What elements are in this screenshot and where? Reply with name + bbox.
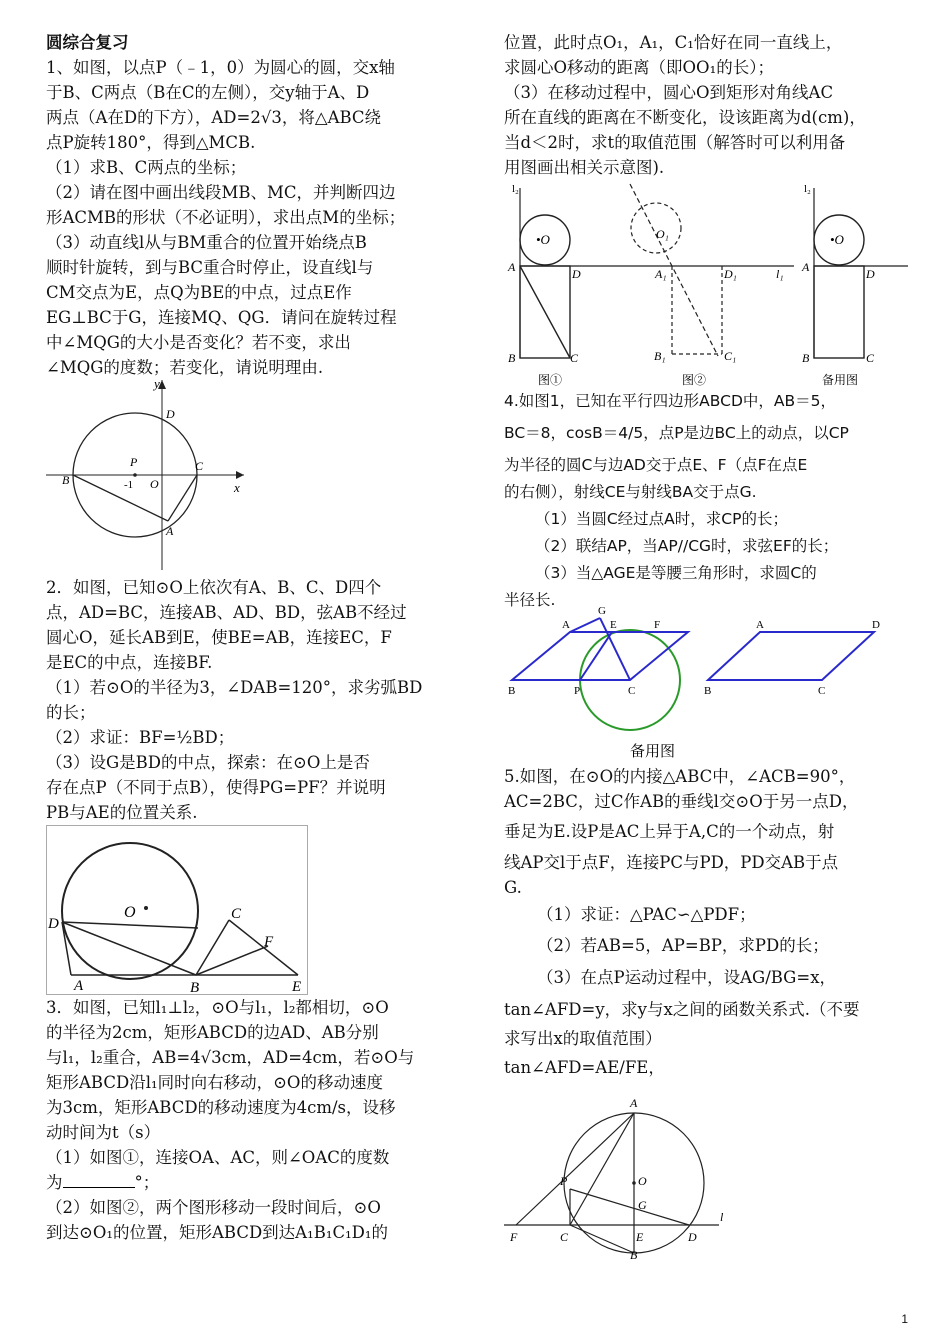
fig1-label-A: A [166,524,174,538]
fig2-label-C: C [231,906,242,922]
page-number: 1 [901,1312,908,1326]
fig4-spare-label-B: B [704,685,712,697]
p3-q1-suffix: °； [134,1173,160,1192]
fig3-label-l1: l₁ [776,267,784,281]
p4-line: （3）当△AGE是等腰三角形时，求圆C的 [535,564,817,582]
p3-line: 的半径为2cm，矩形ABCD的边AD、AB分别 [46,1023,379,1042]
p2-line: 是EC的中点，连接BF. [46,653,213,672]
left-column [46,30,448,1245]
p4-line: 4.如图1，已知在平行四边形ABCD中，AB＝5， [504,392,836,410]
p3-line: 用图画出相关示意图). [504,158,665,177]
problem-5 [504,764,908,1260]
p4-line: 为半径的圆C与边AD交于点E、F（点F在点E [504,456,808,474]
p3-line: 位置，此时点O₁，A₁，C₁恰好在同一直线上， [504,33,843,52]
p1-line: 点P旋转180°，得到△MCB. [46,133,256,152]
problem-3-continued [504,30,908,388]
p3-line: 所在直线的距离在不断变化，设该距离为d(cm)， [504,108,866,127]
p1-line: 中∠MQG的大小是否变化？若不变，求出 [46,333,351,352]
fig3-spare-label-D: D [866,267,875,281]
fig1-label-D: D [166,407,175,421]
fig3-spare-label-C: C [866,351,875,365]
p1-figure [46,376,448,575]
problem-4 [504,388,908,764]
p3-line: 动时间为t（s） [46,1123,161,1142]
p1-line: ∠MQG的度数；若变化，请说明理由. [46,358,324,377]
fig3-spare-label-A: A [802,260,810,274]
p4-line: 的右侧），射线CE与射线BA交于点G. [504,483,757,501]
p1-line: EG⊥BC于G，连接MQ、QG．请问在旋转过程 [46,308,397,327]
p5-line: G. [504,878,522,897]
fig5-label-E: E [636,1230,644,1244]
fig1-label-C: C [195,459,204,473]
p3-line: 与l₁，l₂重合，AB=4√3cm，AD=4cm，若⊙O与 [46,1048,415,1067]
fig1-label-P: P [130,455,138,469]
fig3-label-l2: l₂ [512,183,519,195]
fig2-label-F: F [264,934,274,950]
problem-1 [46,55,448,575]
p1-line: 形ACMB的形状（不必证明），求出点M的坐标； [46,208,406,227]
p2-line: PB与AE的位置关系. [46,803,198,822]
answer-blank[interactable] [63,1171,135,1188]
p2-line: 点，AD=BC，连接AB、AD、BD，弦AB不经过 [46,603,407,622]
fig5-label-P: P [560,1174,568,1188]
p5-line: （3）在点P运动过程中，设AG/BG=x， [537,968,836,987]
fig4-label-F: F [654,619,661,631]
p3-figure [504,180,908,388]
p2-line: （1）若⊙O的半径为3，∠DAB=120°，求劣弧BD [46,678,423,697]
fig3-spare-label-O: •O [830,232,844,247]
p5-line: 垂足为E.设P是AC上异于A,C的一个动点，射 [504,822,835,841]
fig3-label-C1: C₁ [724,349,737,363]
p3-line: （3）在移动过程中，圆心O到矩形对角线AC [504,83,834,102]
p1-line: 1、如图，以点P（﹣1，0）为圆心的圆，交x轴 [46,58,395,77]
fig3-label-O: •O [536,232,550,247]
fig4-spare-label-C: C [818,685,826,697]
right-column [504,30,908,1260]
fig1-label-B: B [62,473,70,487]
p3-line: 矩形ABCD沿l₁同时向右移动，⊙O的移动速度 [46,1073,383,1092]
fig5-label-l: l [720,1210,724,1224]
p1-line: 两点（A在D的下方），AD=2√3，将△ABC绕 [46,108,382,127]
fig4-label-G: G [598,605,606,617]
fig4-label-E: E [610,619,617,631]
fig5-label-O: O [638,1174,647,1188]
p3-line: （1）如图①，连接OA、AC，则∠OAC的度数 [46,1148,390,1167]
fig3-label-O1: O₁ [656,227,669,241]
p1-line: CM交点为E，点Q为BE的中点，过点E作 [46,283,352,302]
fig3-label-B1: B₁ [654,349,666,363]
p5-line: 线AP交l于点F，连接PC与PD，PD交AB于点 [504,853,839,872]
p4-figure [504,605,908,764]
fig4-label-A: A [562,619,570,631]
fig4-spare-label-D: D [872,619,880,631]
fig4-label-P: P [574,685,581,697]
p5-line: tan∠AFD=AE/FE， [504,1058,665,1077]
doc-title: 圆综合复习 [46,33,129,52]
p4-line: 半径长. [504,591,556,609]
p2-line: 的长； [46,703,96,722]
problem-3 [46,995,448,1245]
p2-line: 存在点P（不同于点B），使得PG=PF？并说明 [46,778,386,797]
p2-figure [46,825,308,995]
p3-line: 3．如图，已知l₁⊥l₂，⊙O与l₁，l₂都相切，⊙O [46,998,389,1017]
p3-q1-prefix: 为 [46,1173,63,1192]
fig4-label-B: B [508,685,516,697]
fig3-label-A: A [508,260,516,274]
p5-line: tan∠AFD=y，求y与x之间的函数关系式.（不要 [504,1000,860,1019]
p5-line: （1）求证：△PAC∽△PDF； [537,905,756,924]
fig3-spare-label-B: B [802,351,810,365]
fig2-label-E: E [292,979,302,995]
p2-line: 圆心O，延长AB到E，使BE=AB，连接EC，F [46,628,392,647]
fig3-spare-label-l2: l₂ [804,183,811,195]
fig5-label-G: G [638,1198,647,1212]
fig3-caption-1: 图① [538,373,563,387]
fig1-label-y: y [154,376,160,391]
p5-line: 求写出x的取值范围） [504,1029,662,1048]
p4-line: （2）联结AP，当AP//CG时，求弦EF的长； [535,537,839,555]
fig1-label-minus1: -1 [124,479,134,491]
p2-line: （2）求证：BF=½BD； [46,728,235,747]
fig5-label-D: D [688,1230,697,1244]
p2-line: 2．如图，已知⊙O上依次有A、B、C、D四个 [46,578,382,597]
fig5-label-C: C [560,1230,569,1244]
fig2-label-O: O [124,904,136,921]
p1-line: 于B、C两点（B在C的左侧），交y轴于A、D [46,83,370,102]
p1-line: （1）求B、C两点的坐标； [46,158,247,177]
fig5-label-B: B [630,1248,638,1262]
fig4-caption: 备用图 [630,744,676,760]
fig3-caption-2: 图② [682,373,707,387]
p1-line: （2）请在图中画出线段MB、MC，并判断四边 [46,183,396,202]
fig5-label-F: F [510,1230,518,1244]
p3-line: 到达⊙O₁的位置，矩形ABCD到达A₁B₁C₁D₁的 [46,1223,389,1242]
p3-line: 当d＜2时，求t的取值范围（解答时可以利用备 [504,133,846,152]
p1-line: 顺时针旋转，到与BC重合时停止，设直线l与 [46,258,374,277]
fig4-label-C: C [628,685,636,697]
p4-line: （1）当圆C经过点A时，求CP的长； [535,510,788,528]
fig3-label-A1: A₁ [655,267,667,281]
p2-line: （3）设G是BD的中点，探索：在⊙O上是否 [46,753,370,772]
fig3-label-B: B [508,351,516,365]
fig2-label-B: B [190,980,200,996]
p3-line: 求圆心O移动的距离（即OO₁的长）； [504,58,774,77]
fig1-label-O: O [150,477,159,491]
fig3-label-C: C [570,351,579,365]
p3-line-with-blank [46,1170,448,1195]
p5-line: （2）若AB=5，AP=BP，求PD的长； [537,936,829,955]
fig3-label-D: D [572,267,581,281]
problem-2 [46,575,448,995]
fig3-caption-spare: 备用图 [822,373,859,387]
p1-line: （3）动直线l从与BM重合的位置开始绕点B [46,233,367,252]
fig1-label-x: x [234,480,240,495]
p3-line: 为3cm，矩形ABCD的移动速度为4cm/s，设移 [46,1098,396,1117]
p5-figure [504,1085,734,1260]
fig2-label-A: A [74,978,84,994]
p4-line: BC＝8，cosB＝4/5，点P是边BC上的动点，以CP [504,424,849,442]
p5-line: 5.如图，在⊙O的内接△ABC中，∠ACB=90°， [504,767,856,786]
fig2-label-D: D [48,916,59,932]
fig5-label-A: A [630,1096,638,1110]
fig4-spare-label-A: A [756,619,764,631]
p3-line: （2）如图②，两个图形移动一段时间后，⊙O [46,1198,381,1217]
fig3-label-D1: D₁ [724,267,737,281]
p5-line: AC=2BC，过C作AB的垂线l交⊙O于另一点D， [504,792,859,811]
